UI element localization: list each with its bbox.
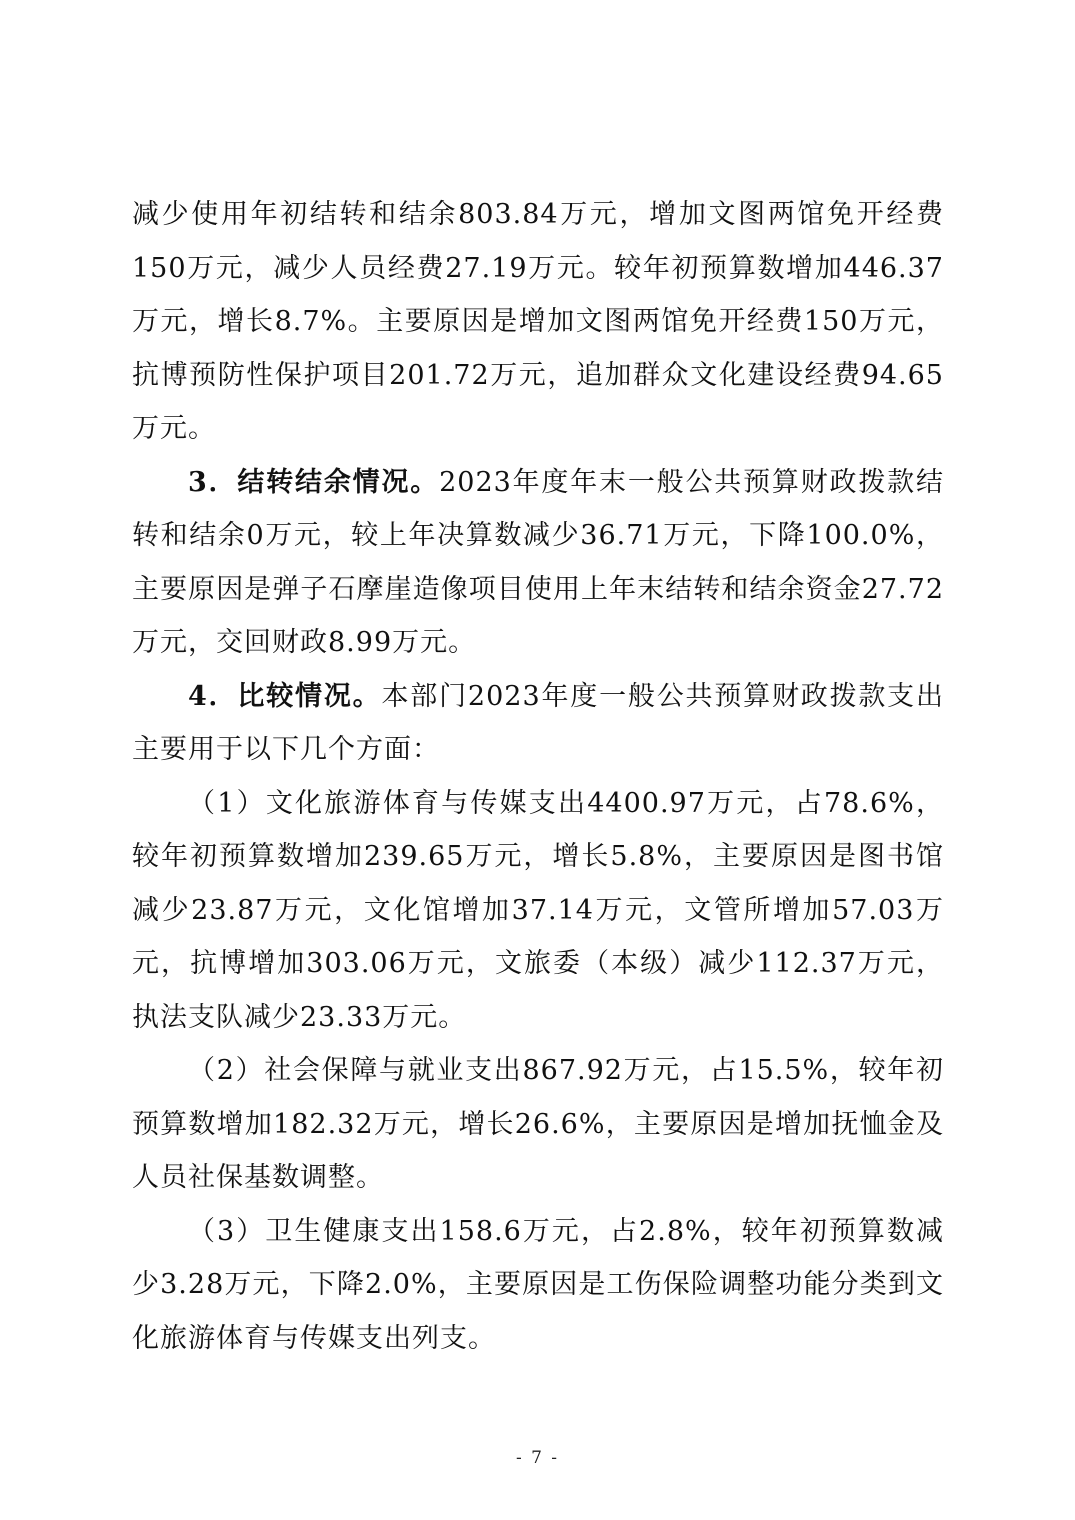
- paragraph-continuation: [132, 188, 944, 456]
- section-heading-comparison: 4．比较情况。: [188, 680, 382, 712]
- section-heading-carryover: 3．结转结余情况。: [188, 466, 440, 498]
- paragraph-comparison: [132, 670, 944, 777]
- paragraph-text: 2023年度年末一般公共预算财政拨款结转和结余0万元，较上年决算数减少36.71万元，下降100.0%，主要原因是弹子石摩崖造像项目使用上年末结转和结余资金27.72万元，交回财政8.99万元。: [132, 466, 944, 658]
- paragraph-text: （1）文化旅游体育与传媒支出4400.97万元，占78.6%，较年初预算数增加239.65万元，增长5.8%，主要原因是图书馆减少23.87万元，文化馆增加37.14万元，文管所增加57.03万元，抗博增加303.06万元，文旅委（本级）减少112.37万元，执法支队减少23.33万元。: [132, 787, 944, 1033]
- document-body: [132, 188, 944, 1365]
- paragraph-carryover: [132, 456, 944, 670]
- paragraph-text: （2）社会保障与就业支出867.92万元，占15.5%，较年初预算数增加182.32万元，增长26.6%，主要原因是增加抚恤金及人员社保基数调整。: [132, 1055, 944, 1193]
- page-number: - 7 -: [515, 1448, 560, 1468]
- paragraph-text: 减少使用年初结转和结余803.84万元，增加文图两馆免开经费150万元，减少人员经费27.19万元。较年初预算数增加446.37万元，增长8.7%。主要原因是增加文图两馆免开经费150万元，抗博预防性保护项目201.72万元，追加群众文化建设经费94.65万元。: [132, 199, 944, 444]
- paragraph-item-culture: [132, 777, 944, 1045]
- paragraph-text: （3）卫生健康支出158.6万元，占2.8%，较年初预算数减少3.28万元，下降2.0%，主要原因是工伤保险调整功能分类到文化旅游体育与传媒支出列支。: [132, 1215, 944, 1354]
- paragraph-item-social-security: [132, 1044, 944, 1205]
- paragraph-item-health: [132, 1205, 944, 1366]
- paragraph-text: 本部门2023年度一般公共预算财政拨款支出主要用于以下几个方面：: [132, 680, 944, 765]
